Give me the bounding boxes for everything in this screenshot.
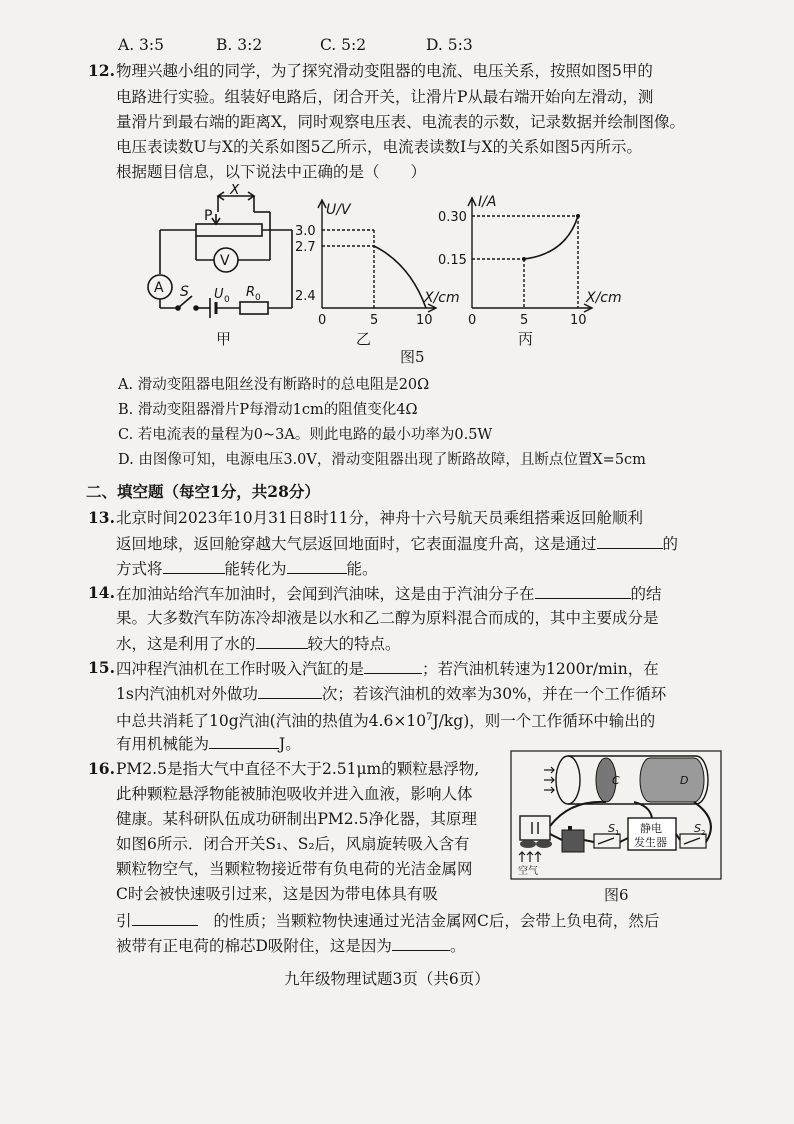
q16-line-8 [116,934,465,957]
q16-line-1: PM2.5是指大气中直径不大于2.51μm的颗粒悬浮物, [116,760,480,778]
bing-curve [524,216,578,259]
q15-line-2-b: 次；若该汽油机的效率为30%，并在一个工作循环 [321,685,667,703]
q15-line-3-b: J/kg)，则一个工作循环中输出的 [432,712,656,731]
q16-line-7-a: 引 [116,912,132,930]
label-x: X [230,184,240,198]
page-footer: 九年级物理试题3页（共6页） [284,970,490,988]
q14-blank-1[interactable] [535,582,631,599]
q12-line-3: 量滑片到最右端的距离X，同时观察电压表、电流表的示数，记录数据并绘制图像。 [116,113,686,131]
q14-line-1 [116,582,662,605]
graph-bing [468,198,592,312]
q11-option-d: D. 5:3 [426,36,473,54]
yi-ytick-2.4: 2.4 [295,289,316,304]
q13-line-3-a: 方式将 [116,560,163,578]
q12-option-a: A. 滑动变阻器电阻丝没有断路时的总电阻是20Ω [118,377,430,393]
q12-option-d: D. 由图像可知，电源电压3.0V，滑动变阻器出现了断路故障，且断点位置X=5cm [118,452,646,468]
figure-5 [140,184,640,359]
label-u0: U [214,287,224,302]
bing-xtick-10: 10 [570,313,587,328]
fig6-label-s2-sub: 2 [701,829,706,837]
yi-xtick-10: 10 [416,313,433,328]
q16-line-7-b: 的性质；当颗粒物快速通过光洁金属网C后，会带上负电荷，然后 [213,912,660,930]
label-yi: 乙 [356,330,372,348]
figure-6-caption: 图6 [604,886,629,904]
fig6-air-label: 空气 [518,866,538,877]
q13-blank-3[interactable] [287,557,347,574]
label-a: A [154,280,164,296]
q15-line-2 [116,682,666,705]
yi-ytick-3.0: 3.0 [295,224,316,239]
q12-option-b: B. 滑动变阻器滑片P每滑动1cm的阻值变化4Ω [118,402,418,418]
q15-blank-1[interactable] [364,657,422,674]
section-2-title: 二、填空题（每空1分，共28分） [86,482,320,501]
yi-xtick-0: 0 [318,313,327,328]
q13-line-2-text: 返回地球，返回舱穿越大气层返回地面时，它表面温度升高，这是通过 [116,535,597,553]
label-p: P [204,208,213,224]
q15-line-3 [116,707,655,732]
q15-line-1-b: ；若汽油机转速为1200r/min，在 [422,660,659,678]
q16-blank-1[interactable] [132,909,198,926]
q15-blank-2[interactable] [258,682,322,699]
fig6-label-c: C [612,774,620,787]
bing-ylabel: I/A [478,194,497,210]
q12-line-1: 物理兴趣小组的同学，为了探究滑动变阻器的电流、电压关系，按照如图5甲的 [116,62,653,80]
q13-line-1: 北京时间2023年10月31日8时11分，神舟十六号航天员乘组搭乘返回舱顺利 [116,509,643,527]
q13-line-3 [116,557,378,580]
q12-line-5: 根据题目信息，以下说法中正确的是（ ） [116,163,427,181]
q12-line-4: 电压表读数U与X的关系如图5乙所示，电流表读数I与X的关系如图5丙所示。 [116,138,642,156]
fig6-generator-label-2: 发生器 [634,836,667,849]
q16-line-5: 颗粒物空气，当颗粒物接近带有负电荷的光洁金属网 [116,860,473,878]
fig6-label-d: D [680,774,689,787]
q15-line-1-a: 四冲程汽油机在工作时吸入汽缸的是 [116,660,365,678]
label-r0: R [246,285,256,300]
fan-unit [520,816,550,840]
q16-line-8-a: 被带有正电荷的棉芯D吸附住，这是因为 [116,937,392,955]
q15-blank-3[interactable] [209,732,279,749]
label-r0-sub: 0 [255,293,261,303]
q13-line-2 [116,532,678,555]
q14-line-1-a: 在加油站给汽车加油时，会闻到汽油味，这是由于汽油分子在 [116,585,535,603]
q11-option-c: C. 5:2 [320,36,367,54]
figure-6 [510,750,722,880]
yi-curve [374,246,426,308]
label-u0-sub: 0 [224,295,230,305]
yi-xtick-5: 5 [370,313,379,328]
q14-line-3 [116,632,401,655]
figure-5-caption: 图5 [400,348,425,366]
q15-line-4-b: J。 [279,735,301,753]
q15-number: 15. [88,658,115,677]
q16-blank-2[interactable] [392,934,450,951]
q16-line-8-b: 。 [449,937,466,955]
bing-xtick-5: 5 [520,313,529,328]
resistor-r0 [240,302,268,314]
fig6-generator-label-1: 静电 [640,822,662,835]
yi-xlabel: X/cm [424,290,460,306]
q11-option-b: B. 3:2 [216,36,263,54]
q15-line-4 [116,732,301,755]
bing-xlabel: X/cm [586,290,622,306]
yi-ytick-2.7: 2.7 [295,240,316,255]
label-v: V [220,253,230,269]
q16-line-2: 此种颗粒悬浮物能被肺泡吸收并进入血液，影响人体 [116,785,473,803]
yi-ylabel: U/V [326,202,351,218]
q11-option-a: A. 3:5 [118,36,164,54]
bing-ytick-0.30: 0.30 [438,210,467,225]
q13-blank-1[interactable] [597,532,663,549]
bing-ytick-0.15: 0.15 [438,253,467,268]
q13-line-3-b: 能转化为 [224,560,287,578]
q16-line-7 [116,909,659,932]
q12-option-c: C. 若电流表的量程为0~3A。则此电路的最小功率为0.5W [118,427,493,443]
q14-line-3-b: 较大的特点。 [307,635,401,653]
q16-line-6: C时会被快速吸引过来，这是因为带电体具有吸 [116,885,438,903]
q14-number: 14. [88,583,115,602]
q14-line-2: 果。大多数汽车防冻冷却液是以水和乙二醇为原料混合而成的，其中主要成分是 [116,609,659,627]
q13-number: 13. [88,508,115,527]
battery-pack [562,830,584,852]
q14-blank-2[interactable] [256,632,308,649]
q13-line-2-end: 的 [662,535,679,553]
q15-line-3-a: 中总共消耗了10g汽油(汽油的热值为4.6×10 [116,712,427,731]
q13-blank-2[interactable] [163,557,225,574]
fig6-label-s2: S [694,822,701,835]
q16-number: 16. [88,759,115,778]
q14-line-3-a: 水，这是利用了水的 [116,635,256,653]
bing-xtick-0: 0 [468,313,477,328]
fig6-label-s1-sub: 1 [615,829,620,837]
q14-line-1-b: 的结 [630,585,662,603]
q12-number: 12. [88,61,115,80]
label-jia: 甲 [216,330,232,348]
q16-line-3: 健康。某科研队伍成功研制出PM2.5净化器，其原理 [116,810,477,828]
q15-line-4-a: 有用机械能为 [116,735,210,753]
fig6-label-s1: S [608,822,615,835]
label-bing: 丙 [518,330,534,348]
label-s: S [180,284,189,300]
q15-exponent: 7 [426,712,433,723]
q16-line-4: 如图6所示．闭合开关S₁、S₂后，风扇旋转吸入含有 [116,835,470,853]
q15-line-1 [116,657,659,680]
rheostat [196,224,262,236]
q12-line-2: 电路进行实验。组装好电路后，闭合开关，让滑片P从最右端开始向左滑动，测 [116,88,654,106]
cotton-core-d [640,758,704,802]
q15-line-2-a: 1s内汽油机对外做功 [116,685,258,703]
q13-line-3-c: 能。 [346,560,378,578]
